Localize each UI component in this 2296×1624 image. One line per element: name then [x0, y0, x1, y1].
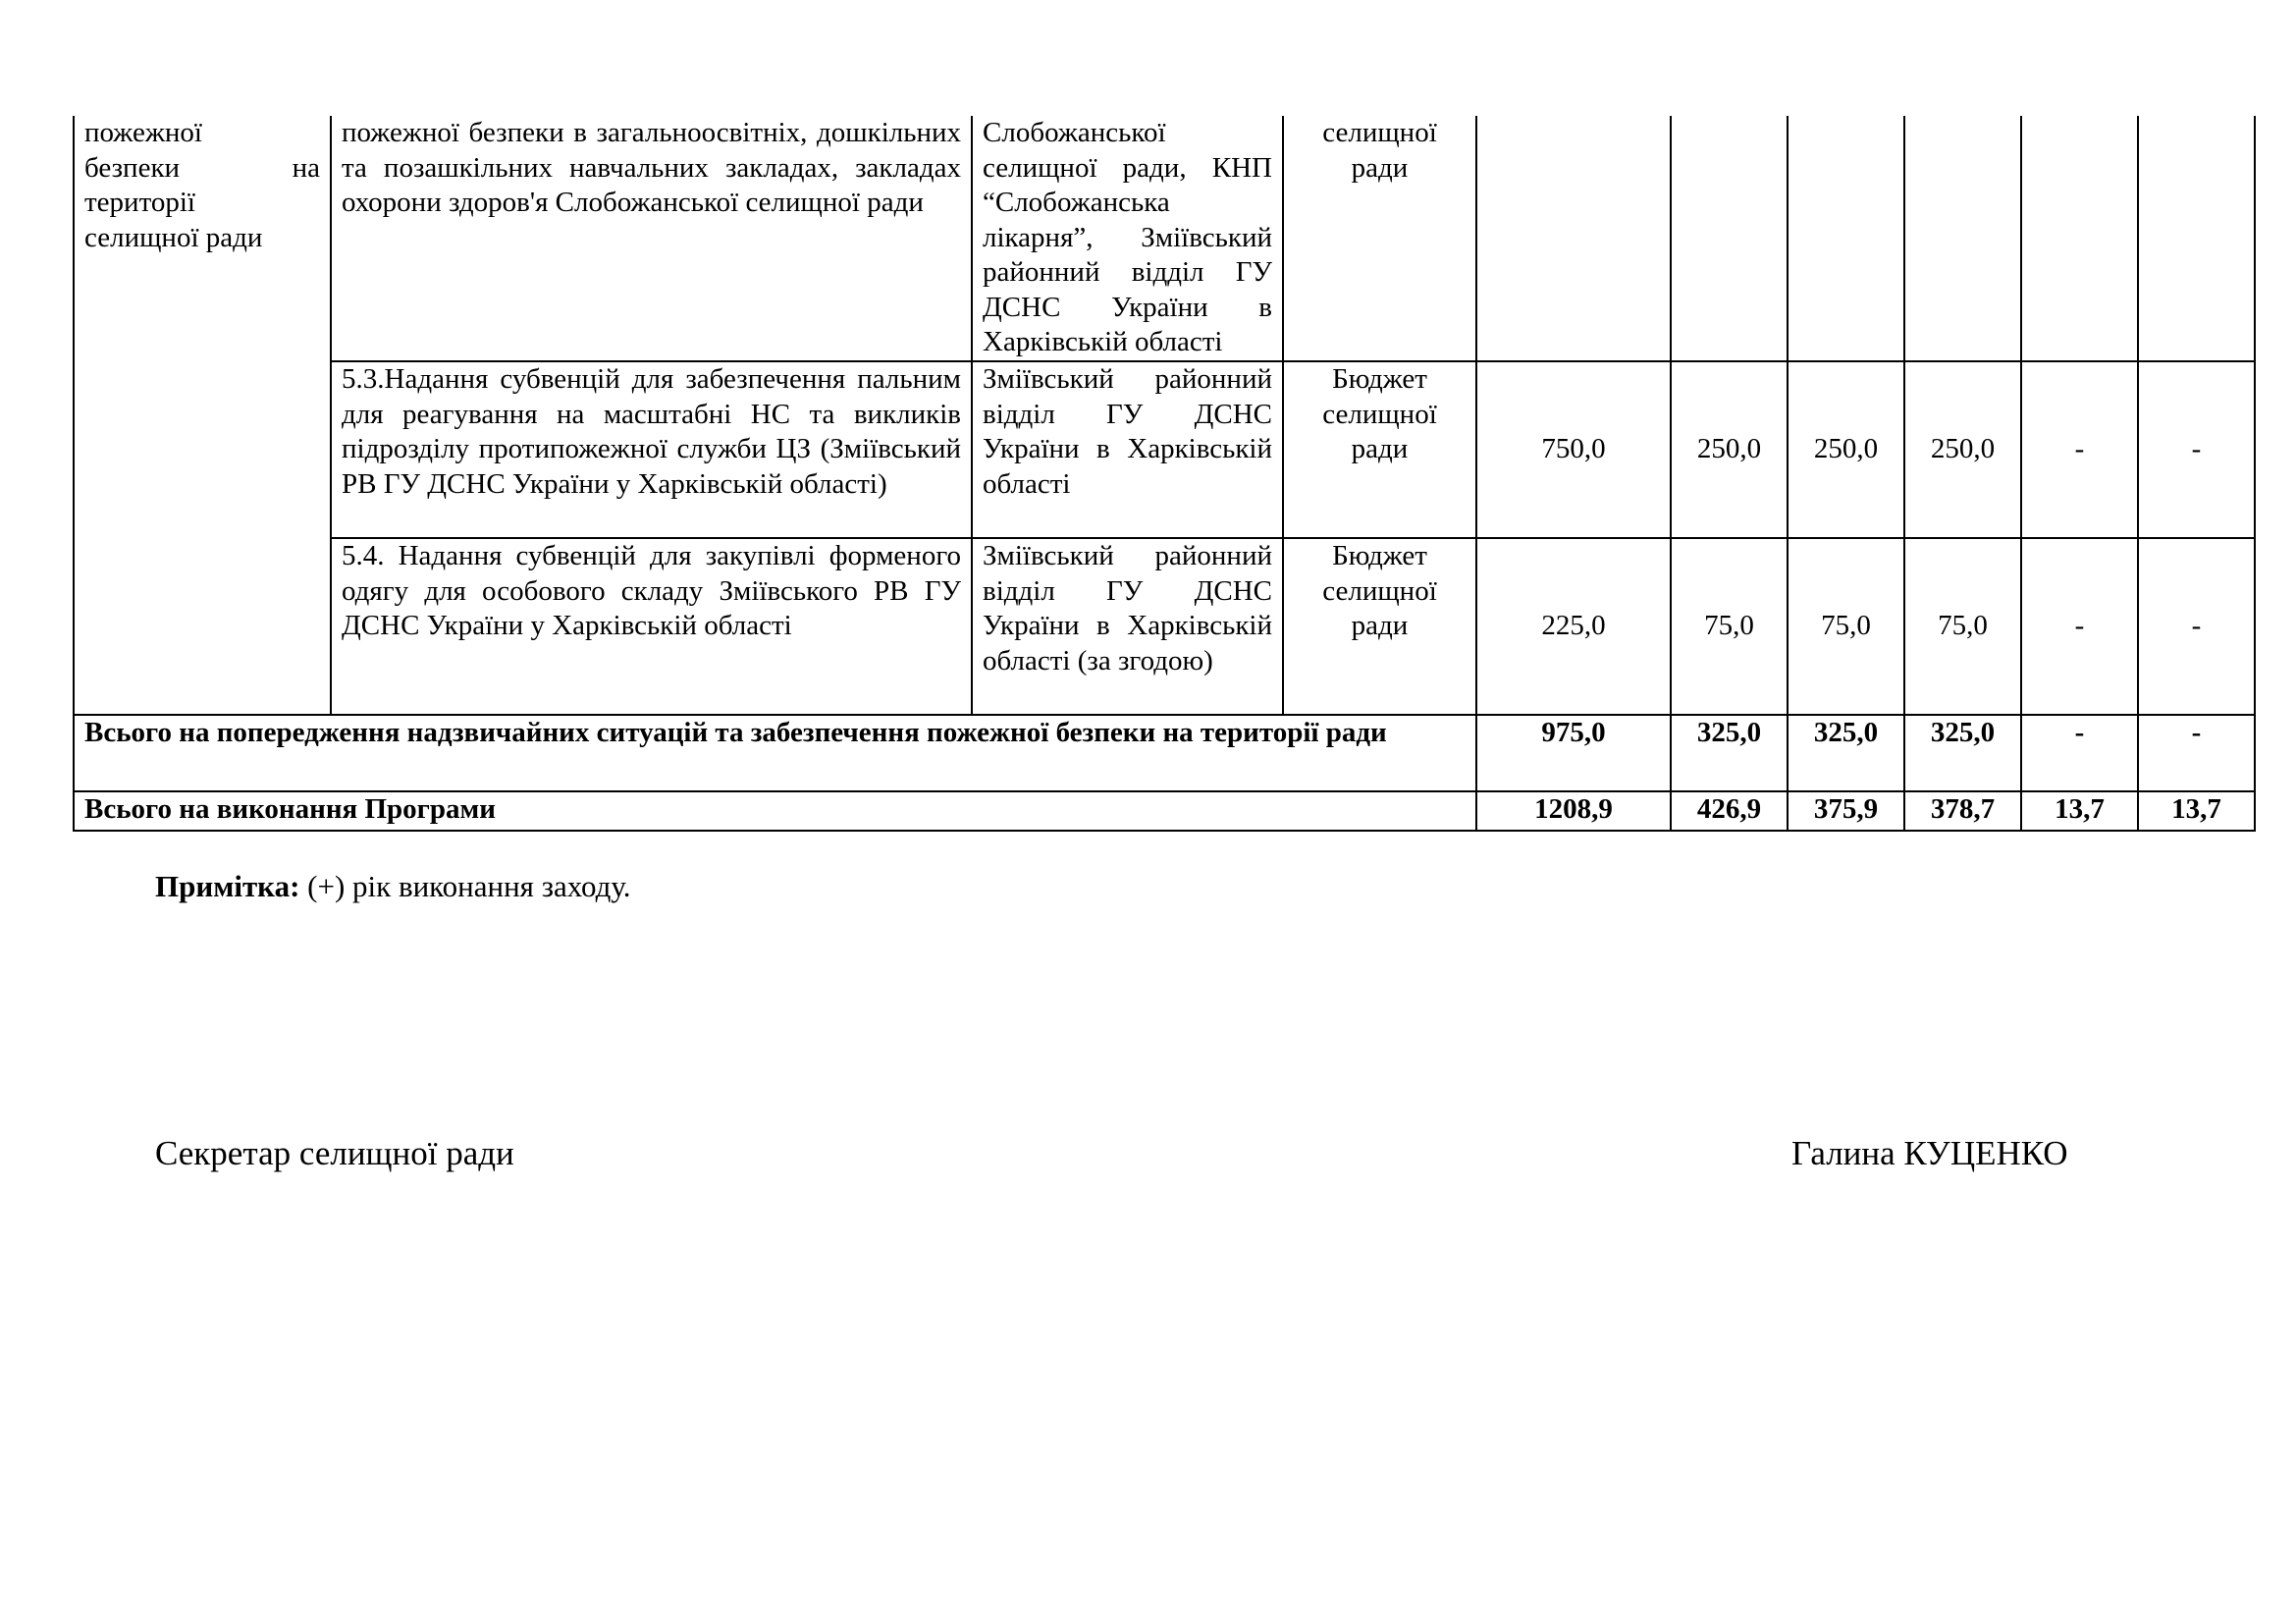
total-value: 325,0: [1904, 715, 2021, 791]
value-cell: [1476, 116, 1671, 361]
task-line: території: [84, 187, 195, 218]
value-cell: -: [2021, 538, 2138, 715]
total-value: -: [2138, 715, 2255, 791]
value-cell: 225,0: [1476, 538, 1671, 715]
grand-total-label: Всього на виконання Програми: [74, 791, 1476, 831]
total-value: 975,0: [1476, 715, 1671, 791]
value-cell: [1671, 116, 1788, 361]
task-line: пожежної: [84, 117, 202, 148]
value-cell: 250,0: [1671, 361, 1788, 538]
task-line: безпеки на: [84, 151, 320, 184]
note-text: (+) рік виконання заходу.: [307, 869, 631, 903]
measure-cell: 5.3.Надання субвенцій для забезпечення пальним для реагування на масштабні НС та викликів підрозділу протипожежної служби ЦЗ (Зміївський РВ ГУ ДСНС України у Харківській області): [331, 361, 972, 538]
grand-total-value: 13,7: [2021, 791, 2138, 831]
table-row: [74, 538, 2255, 715]
executor-cell: Зміївський районний відділ ГУ ДСНС України в Харківській області (за згодою): [972, 538, 1283, 715]
note: [155, 867, 631, 906]
grand-total-value: 375,9: [1788, 791, 1904, 831]
value-cell: 75,0: [1788, 538, 1904, 715]
executor-cell: Слобожанської селищної ради, КНП “Слобожанська лікарня”, Зміївський районний відділ ГУ ДСНС України в Харківській області: [972, 116, 1283, 361]
value-cell: -: [2138, 538, 2255, 715]
grand-total-value: 13,7: [2138, 791, 2255, 831]
signature-position: Секретар селищної ради: [155, 1134, 514, 1172]
source-cell: селищної ради: [1283, 116, 1476, 361]
value-cell: [1904, 116, 2021, 361]
source-cell: Бюджет селищної ради: [1283, 538, 1476, 715]
measure-cell: пожежної безпеки в загальноосвітніх, дошкільних та позашкільних навчальних закладах, закладах охорони здоров'я Слобожанської селищної ради: [331, 116, 972, 361]
value-cell: [1788, 116, 1904, 361]
total-row: [74, 715, 2255, 791]
task-line: селищної ради: [84, 221, 263, 253]
task-cell: [74, 116, 331, 715]
signature-name: Галина КУЦЕНКО: [1791, 1134, 2068, 1172]
measure-cell: 5.4. Надання субвенцій для закупівлі форменого одягу для особового складу Зміївського РВ ГУ ДСНС України у Харківській області: [331, 538, 972, 715]
source-cell: Бюджет селищної ради: [1283, 361, 1476, 538]
total-value: 325,0: [1788, 715, 1904, 791]
value-cell: 750,0: [1476, 361, 1671, 538]
table-row: [74, 116, 2255, 361]
total-value: -: [2021, 715, 2138, 791]
grand-total-value: 426,9: [1671, 791, 1788, 831]
value-cell: 250,0: [1788, 361, 1904, 538]
value-cell: -: [2138, 361, 2255, 538]
value-cell: [2138, 116, 2255, 361]
value-cell: 75,0: [1671, 538, 1788, 715]
value-cell: 250,0: [1904, 361, 2021, 538]
grand-total-value: 378,7: [1904, 791, 2021, 831]
grand-total-row: [74, 791, 2255, 831]
value-cell: [2021, 116, 2138, 361]
program-table: [73, 116, 2256, 832]
value-cell: -: [2021, 361, 2138, 538]
executor-cell: Зміївський районний відділ ГУ ДСНС України в Харківській області: [972, 361, 1283, 538]
grand-total-value: 1208,9: [1476, 791, 1671, 831]
note-label: Примітка:: [155, 869, 300, 903]
total-label: Всього на попередження надзвичайних ситуацій та забезпечення пожежної безпеки на території ради: [74, 715, 1476, 791]
value-cell: 75,0: [1904, 538, 2021, 715]
table-row: [74, 361, 2255, 538]
total-value: 325,0: [1671, 715, 1788, 791]
